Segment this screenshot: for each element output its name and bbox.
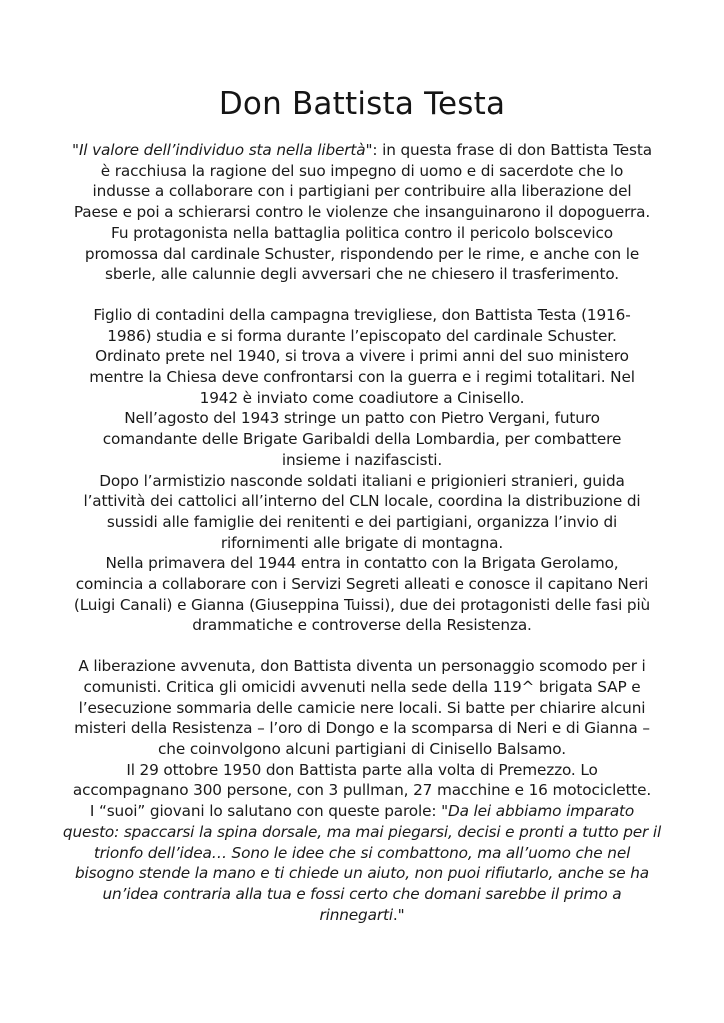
text-line: comunisti. Critica gli omicidi avvenuti nella sede della 119^ brigata SAP e	[83, 677, 641, 696]
text-line: (Luigi Canali) e Gianna (Giuseppina Tuissi), due dei protagonisti delle fasi più	[73, 595, 651, 614]
text-fragment: I “suoi” giovani lo salutano con queste parole: "	[89, 802, 448, 821]
text-line: è racchiusa la ragione del suo impegno di uomo e di sacerdote che lo	[100, 161, 624, 180]
page-title: Don Battista Testa	[218, 86, 506, 122]
text-line: mentre la Chiesa deve confrontarsi con la guerra e i regimi totalitari. Nel	[89, 368, 635, 387]
quote-line: questo: spaccarsi la spina dorsale, ma mai piegarsi, decisi e pronti a tutto per il	[62, 822, 662, 841]
text-line: Paese e poi a schierarsi contro le violenze che insanguinarono il dopoguerra.	[73, 203, 651, 222]
quote-mark: ."	[392, 905, 405, 924]
paragraph-biography	[60, 305, 664, 636]
text-line: l’esecuzione sommaria delle camicie nere locali. Si batte per chiarire alcuni	[78, 698, 646, 717]
text-line	[60, 801, 664, 822]
text-line: sussidi alle famiglie dei renitenti e dei partigiani, organizza l’invio di	[106, 512, 618, 531]
text-line	[60, 905, 664, 926]
text-line: comincia a collaborare con i Servizi Segreti alleati e conosce il capitano Neri	[75, 575, 649, 594]
text-line: Fu protagonista nella battaglia politica contro il pericolo bolscevico	[111, 223, 613, 242]
text-line: l’attività dei cattolici all’interno del CLN locale, coordina la distribuzione di	[83, 492, 641, 511]
text-fragment: ": in questa frase di don Battista Testa	[365, 141, 652, 159]
quote-line: trionfo dell’idea… Sono le idee che si combattono, ma all’uomo che nel	[93, 843, 631, 862]
document-page	[60, 86, 664, 945]
text-line: Dopo l’armistizio nasconde soldati italiani e prigionieri stranieri, guida	[99, 471, 625, 490]
text-line: promossa dal cardinale Schuster, rispondendo per le rime, e anche con le	[84, 244, 640, 263]
text-line: indusse a collaborare con i partigiani per contribuire alla liberazione del	[92, 182, 632, 201]
quote-italic: Il valore dell’individuo sta nella libertà	[78, 141, 366, 159]
text-line: sberle, alle calunnie degli avversari che ne chiesero il trasferimento.	[105, 265, 619, 284]
text-line: rifornimenti alle brigate di montagna.	[220, 533, 504, 552]
quote-italic: Da lei abbiamo imparato	[447, 802, 635, 821]
text-line: Ordinato prete nel 1940, si trova a vivere i primi anni del suo ministero	[95, 347, 629, 366]
text-line: misteri della Resistenza – l’oro di Dongo e la scomparsa di Neri e di Gianna –	[74, 719, 650, 738]
text-line: A liberazione avvenuta, don Battista diventa un personaggio scomodo per i	[78, 657, 646, 676]
quote-mark: "	[72, 141, 79, 159]
text-line: Figlio di contadini della campagna trevigliese, don Battista Testa (1916-	[93, 305, 631, 324]
text-line: drammatiche e controverse della Resistenza.	[192, 616, 532, 635]
text-line	[60, 140, 664, 161]
text-line: Il 29 ottobre 1950 don Battista parte alla volta di Premezzo. Lo	[126, 760, 598, 779]
quote-line: un’idea contraria alla tua e fossi certo che domani sarebbe il primo a	[102, 884, 622, 903]
text-line: che coinvolgono alcuni partigiani di Cinisello Balsamo.	[158, 739, 566, 758]
paragraph-postwar	[60, 656, 664, 925]
quote-italic: rinnegarti	[319, 905, 393, 924]
document-body	[60, 140, 664, 925]
quote-line: bisogno stende la mano e ti chiede un aiuto, non puoi rifiutarlo, anche se ha	[75, 864, 649, 883]
text-line: insieme i nazifascisti.	[281, 450, 443, 469]
text-line: Nella primavera del 1944 entra in contatto con la Brigata Gerolamo,	[105, 554, 619, 573]
text-line: comandante delle Brigate Garibaldi della Lombardia, per combattere	[102, 430, 622, 449]
text-line: accompagnano 300 persone, con 3 pullman, 27 macchine e 16 motociclette.	[72, 781, 652, 800]
text-line: Nell’agosto del 1943 stringe un patto con Pietro Vergani, futuro	[124, 409, 600, 428]
paragraph-intro	[60, 140, 664, 285]
text-line: 1986) studia e si forma durante l’episcopato del cardinale Schuster.	[107, 326, 617, 345]
text-line: 1942 è inviato come coadiutore a Cinisello.	[199, 388, 525, 407]
